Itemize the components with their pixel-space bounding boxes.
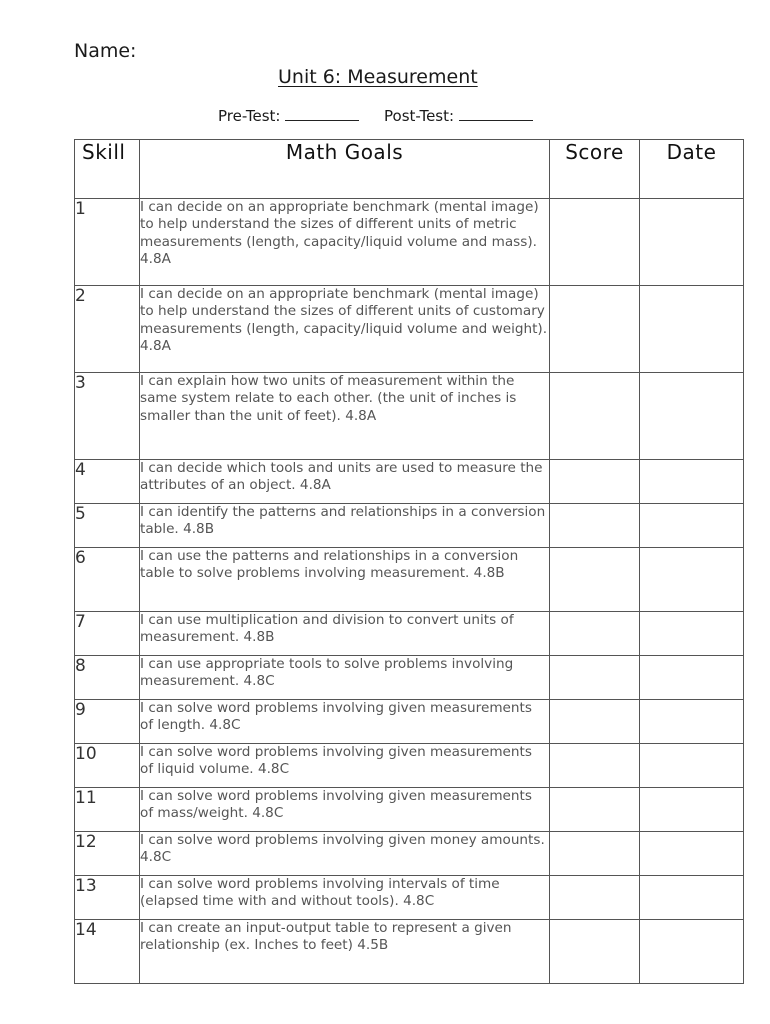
date-cell[interactable] xyxy=(640,744,744,788)
math-goal-text: I can solve word problems involving given measurements of mass/weight. 4.8C xyxy=(140,788,550,832)
date-cell[interactable] xyxy=(640,876,744,920)
column-header-math-goals: Math Goals xyxy=(140,140,550,199)
score-cell[interactable] xyxy=(550,460,640,504)
date-cell[interactable] xyxy=(640,656,744,700)
math-goal-text: I can decide on an appropriate benchmark (mental image) to help understand the sizes of different units of metric measurements (length, capacity/liquid volume and mass). 4.8A xyxy=(140,199,550,286)
skill-number: 1 xyxy=(75,199,140,286)
score-cell[interactable] xyxy=(550,504,640,548)
skill-number: 8 xyxy=(75,656,140,700)
date-cell[interactable] xyxy=(640,832,744,876)
table-row xyxy=(75,700,744,744)
post-test-blank[interactable] xyxy=(459,106,533,121)
math-goal-text: I can solve word problems involving given measurements of liquid volume. 4.8C xyxy=(140,744,550,788)
math-goal-text: I can use multiplication and division to convert units of measurement. 4.8B xyxy=(140,612,550,656)
table-row xyxy=(75,612,744,656)
page-title: Unit 6: Measurement xyxy=(278,66,478,88)
math-goal-text: I can solve word problems involving given money amounts. 4.8C xyxy=(140,832,550,876)
table-row xyxy=(75,832,744,876)
skill-number: 6 xyxy=(75,548,140,612)
table-row xyxy=(75,656,744,700)
score-cell[interactable] xyxy=(550,612,640,656)
skill-number: 2 xyxy=(75,286,140,373)
skill-number: 11 xyxy=(75,788,140,832)
table-row xyxy=(75,788,744,832)
score-cell[interactable] xyxy=(550,744,640,788)
table-row xyxy=(75,876,744,920)
skill-number: 7 xyxy=(75,612,140,656)
date-cell[interactable] xyxy=(640,286,744,373)
table-row xyxy=(75,373,744,460)
score-cell[interactable] xyxy=(550,788,640,832)
date-cell[interactable] xyxy=(640,700,744,744)
score-cell[interactable] xyxy=(550,199,640,286)
column-header-score: Score xyxy=(550,140,640,199)
score-cell[interactable] xyxy=(550,656,640,700)
table-header-row xyxy=(75,140,744,199)
date-cell[interactable] xyxy=(640,460,744,504)
skill-number: 14 xyxy=(75,920,140,984)
skill-number: 10 xyxy=(75,744,140,788)
test-fields xyxy=(218,106,533,125)
date-cell[interactable] xyxy=(640,548,744,612)
skill-number: 3 xyxy=(75,373,140,460)
skill-number: 5 xyxy=(75,504,140,548)
date-cell[interactable] xyxy=(640,788,744,832)
math-goals-table xyxy=(74,139,744,984)
table-row xyxy=(75,460,744,504)
math-goal-text: I can create an input-output table to represent a given relationship (ex. Inches to feet) 4.5B xyxy=(140,920,550,984)
skill-number: 9 xyxy=(75,700,140,744)
table-row xyxy=(75,548,744,612)
math-goal-text: I can identify the patterns and relationships in a conversion table. 4.8B xyxy=(140,504,550,548)
math-goal-text: I can solve word problems involving given measurements of length. 4.8C xyxy=(140,700,550,744)
math-goal-text: I can solve word problems involving intervals of time (elapsed time with and without tools). 4.8C xyxy=(140,876,550,920)
table-row xyxy=(75,744,744,788)
table-row xyxy=(75,286,744,373)
math-goal-text: I can decide which tools and units are used to measure the attributes of an object. 4.8A xyxy=(140,460,550,504)
name-label: Name: xyxy=(74,40,137,62)
column-header-date: Date xyxy=(640,140,744,199)
date-cell[interactable] xyxy=(640,920,744,984)
date-cell[interactable] xyxy=(640,199,744,286)
table-row xyxy=(75,504,744,548)
score-cell[interactable] xyxy=(550,548,640,612)
date-cell[interactable] xyxy=(640,373,744,460)
score-cell[interactable] xyxy=(550,700,640,744)
date-cell[interactable] xyxy=(640,504,744,548)
skill-number: 12 xyxy=(75,832,140,876)
column-header-skill: Skill xyxy=(75,140,140,199)
pre-test-blank[interactable] xyxy=(285,106,359,121)
skill-number: 13 xyxy=(75,876,140,920)
date-cell[interactable] xyxy=(640,612,744,656)
score-cell[interactable] xyxy=(550,373,640,460)
table-row xyxy=(75,920,744,984)
skill-number: 4 xyxy=(75,460,140,504)
pre-test-label: Pre-Test: xyxy=(218,107,281,125)
score-cell[interactable] xyxy=(550,832,640,876)
post-test-label: Post-Test: xyxy=(384,107,455,125)
score-cell[interactable] xyxy=(550,286,640,373)
math-goal-text: I can use appropriate tools to solve problems involving measurement. 4.8C xyxy=(140,656,550,700)
math-goal-text: I can explain how two units of measurement within the same system relate to each other. (the unit of inches is smaller than the unit of feet). 4.8A xyxy=(140,373,550,460)
score-cell[interactable] xyxy=(550,876,640,920)
math-goal-text: I can use the patterns and relationships in a conversion table to solve problems involving measurement. 4.8B xyxy=(140,548,550,612)
table-row xyxy=(75,199,744,286)
score-cell[interactable] xyxy=(550,920,640,984)
math-goal-text: I can decide on an appropriate benchmark (mental image) to help understand the sizes of different units of customary measurements (length, capacity/liquid volume and weight). 4.8A xyxy=(140,286,550,373)
